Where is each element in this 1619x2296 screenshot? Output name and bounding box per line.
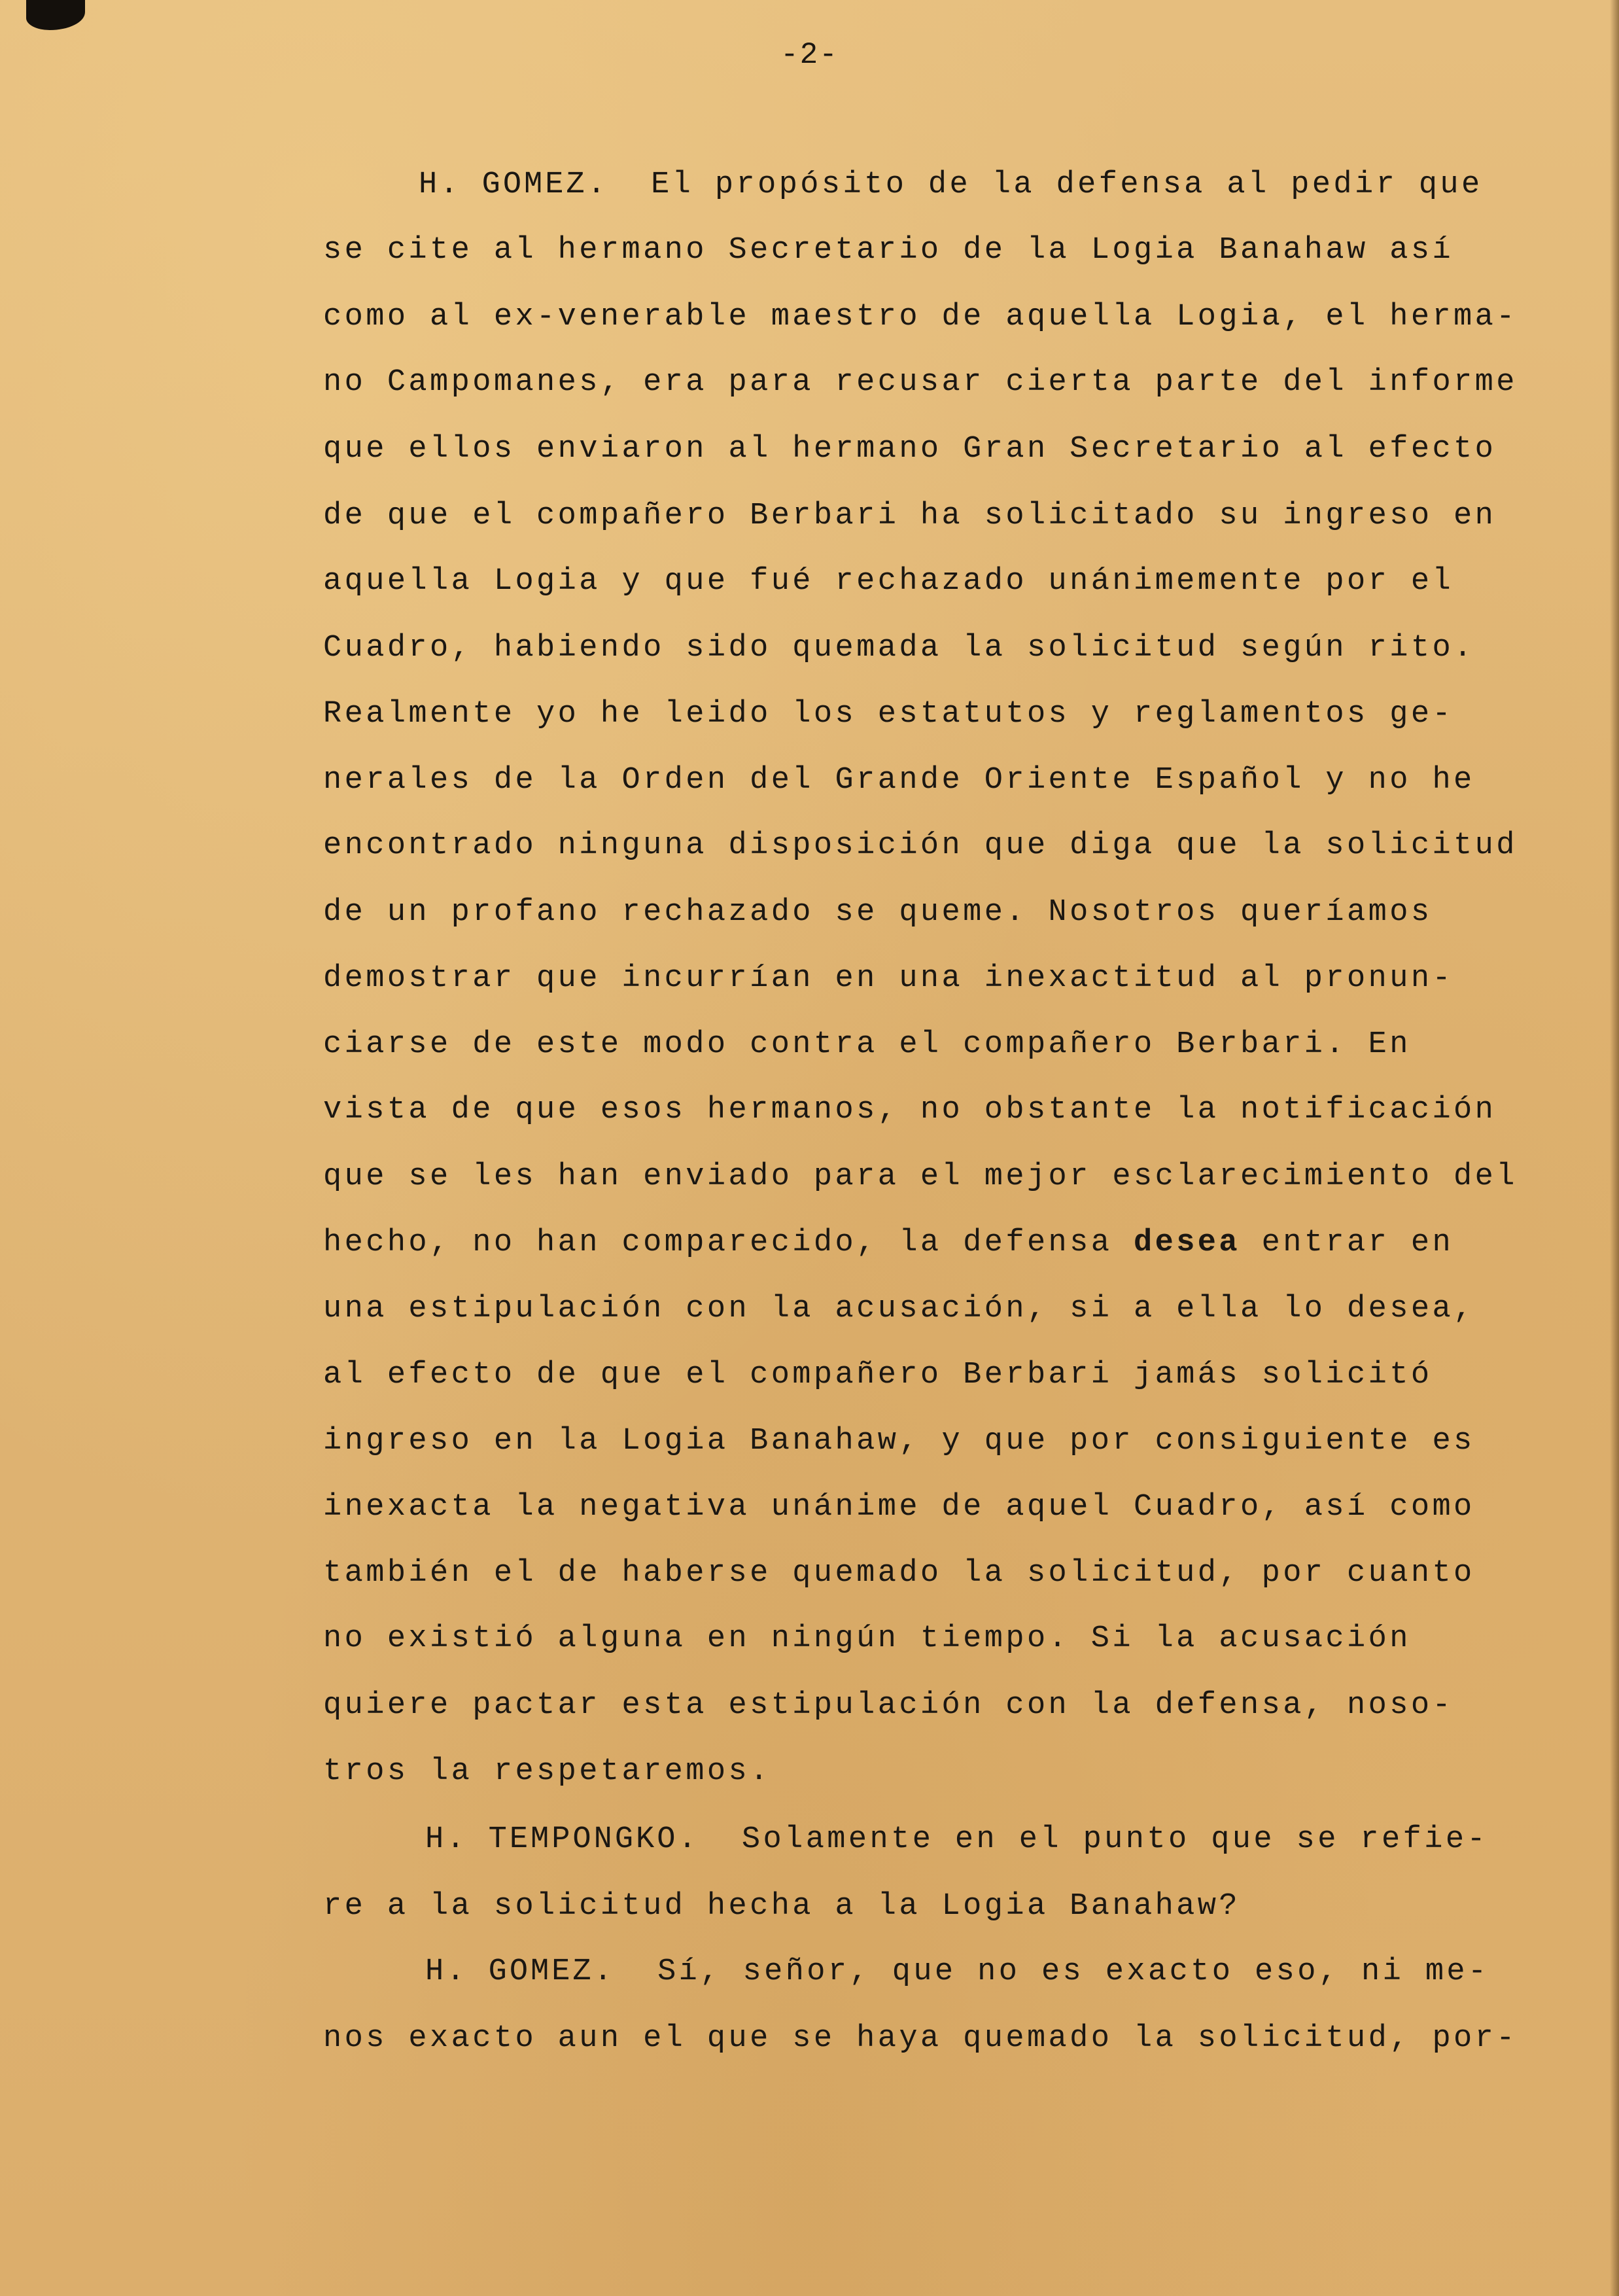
text-line: se cite al hermano Secretario de la Logia Banahaw así bbox=[323, 233, 1454, 268]
emphasized-word: desea bbox=[1133, 1226, 1241, 1260]
text-line: inexacta la negativa unánime de aquel Cuadro, así como bbox=[323, 1490, 1475, 1525]
text-line: que ellos enviaron al hermano Gran Secretario al efecto bbox=[323, 432, 1497, 467]
text-line: encontrado ninguna disposición que diga que la solicitud bbox=[323, 828, 1518, 863]
text-line: ciarse de este modo contra el compañero Berbari. En bbox=[323, 1027, 1411, 1062]
text-line: quiere pactar esta estipulación con la defensa, noso- bbox=[323, 1688, 1454, 1723]
line-text: Solamente en el punto que se refie- bbox=[741, 1822, 1489, 1857]
text-line bbox=[425, 1820, 1488, 1860]
text-line: Realmente yo he leido los estatutos y reglamentos ge- bbox=[323, 697, 1454, 732]
text-line: también el de haberse quemado la solicitud, por cuanto bbox=[323, 1556, 1475, 1591]
text-line: como al ex-venerable maestro de aquella Logia, el herma- bbox=[323, 300, 1518, 334]
line-text: hecho, no han comparecido, la defensa bbox=[323, 1226, 1134, 1260]
page-number: -2- bbox=[780, 38, 839, 72]
text-line: tros la respetaremos. bbox=[323, 1754, 771, 1789]
text-line: ingreso en la Logia Banahaw, y que por consiguiente es bbox=[323, 1424, 1475, 1458]
text-line: aquella Logia y que fué rechazado unánimemente por el bbox=[323, 564, 1454, 599]
text-line: de que el compañero Berbari ha solicitado su ingreso en bbox=[323, 499, 1497, 533]
text-line: demostrar que incurrían en una inexactitud al pronun- bbox=[323, 961, 1454, 996]
text-line: al efecto de que el compañero Berbari jamás solicitó bbox=[323, 1358, 1433, 1392]
text-line: Cuadro, habiendo sido quemada la solicitud según rito. bbox=[323, 631, 1475, 665]
text-line: nerales de la Orden del Grande Oriente Español y no he bbox=[323, 763, 1475, 798]
line-text: entrar en bbox=[1240, 1226, 1454, 1260]
text-line: nos exacto aun el que se haya quemado la solicitud, por- bbox=[323, 2021, 1518, 2056]
text-line: una estipulación con la acusación, si a ella lo desea, bbox=[323, 1292, 1475, 1326]
text-line: que se les han enviado para el mejor esclarecimiento del bbox=[323, 1159, 1518, 1194]
speaker-label: H. TEMPONGKO. bbox=[425, 1822, 699, 1857]
line-text: Sí, señor, que no es exacto eso, ni me- bbox=[657, 1954, 1489, 1989]
speaker-label: H. GOMEZ. bbox=[425, 1954, 615, 1989]
text-line bbox=[425, 1952, 1489, 1992]
text-line: re a la solicitud hecha a la Logia Banahaw? bbox=[323, 1889, 1240, 1924]
text-line: no existió alguna en ningún tiempo. Si la acusación bbox=[323, 1621, 1411, 1656]
ink-blot-mark bbox=[26, 0, 85, 30]
text-line bbox=[419, 166, 1483, 205]
line-text: El propósito de la defensa al pedir que bbox=[651, 168, 1483, 202]
speaker-label: H. GOMEZ. bbox=[419, 168, 608, 202]
text-line: de un profano rechazado se queme. Nosotros queríamos bbox=[323, 895, 1433, 930]
text-line: vista de que esos hermanos, no obstante la notificación bbox=[323, 1093, 1497, 1127]
page-edge-shadow bbox=[1610, 0, 1619, 2296]
text-line bbox=[323, 1224, 1454, 1263]
text-line: no Campomanes, era para recusar cierta parte del informe bbox=[323, 365, 1518, 400]
